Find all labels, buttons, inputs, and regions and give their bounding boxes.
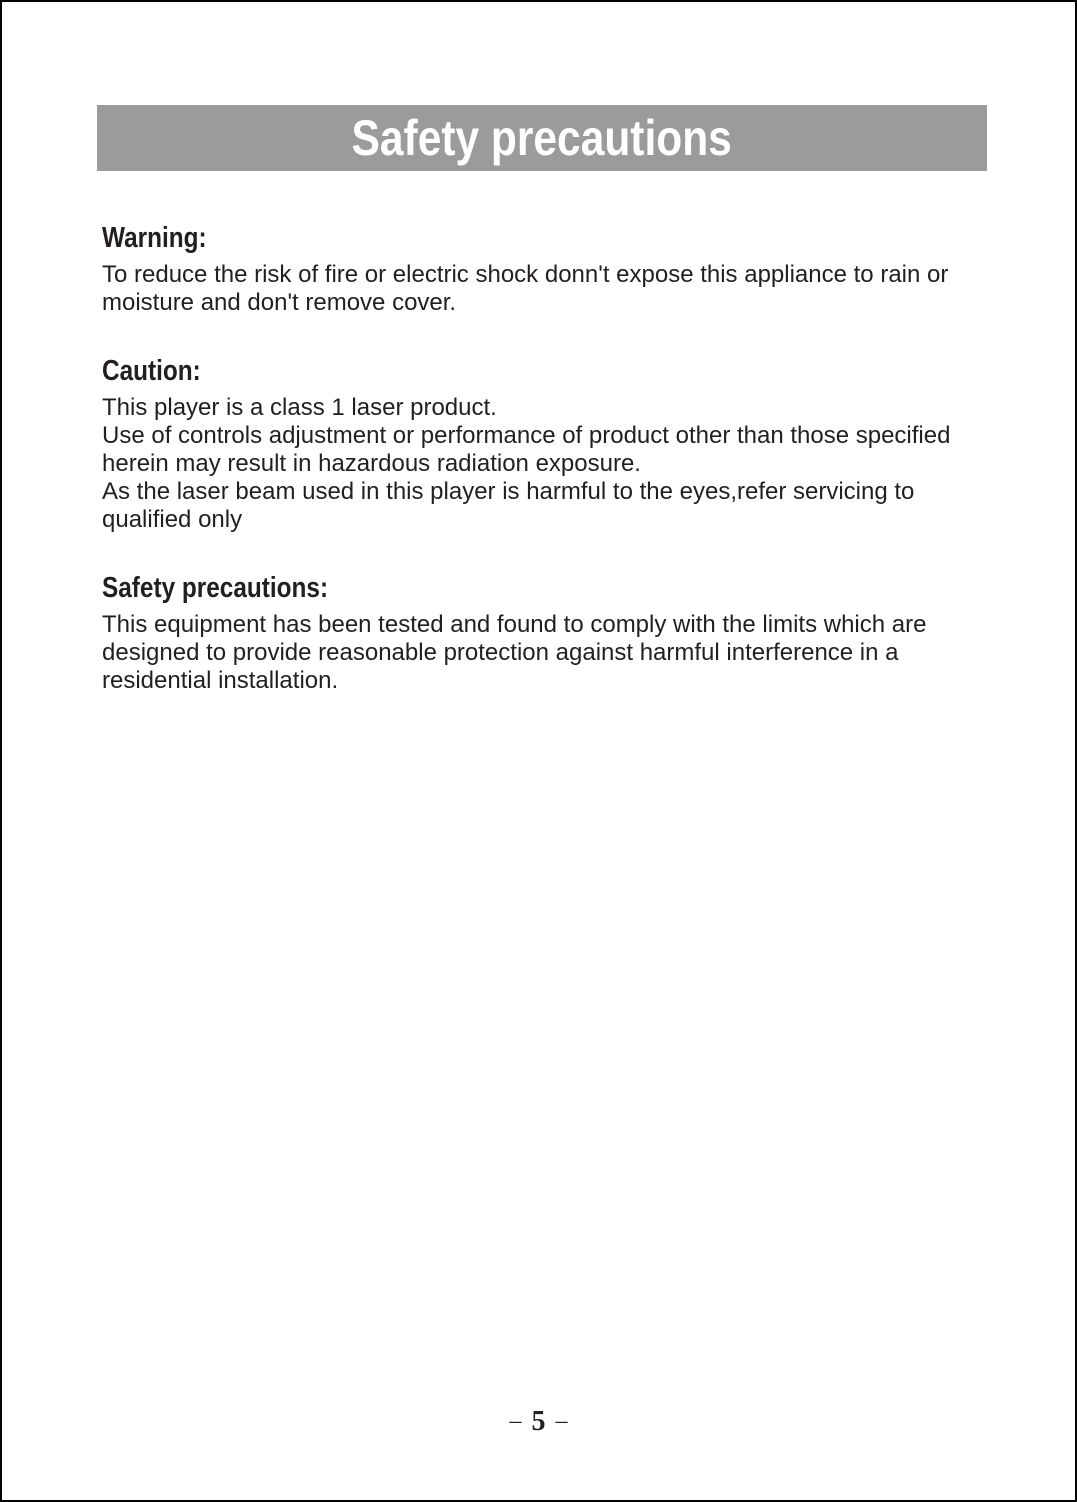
paragraph: This equipment has been tested and found to comply with the limits which are designed to provide reasonable protection against harmful interference in a residential installation.: [102, 611, 927, 694]
section-caution-heading: Caution:: [102, 355, 201, 387]
page-number: 5: [531, 1406, 546, 1437]
section-safety-precautions: [102, 572, 987, 695]
manual-page: [2, 2, 1075, 1500]
page-content: [102, 222, 987, 733]
section-caution-body: [102, 394, 987, 534]
section-warning-body: [102, 261, 987, 317]
section-warning-heading: Warning:: [102, 222, 207, 254]
paragraph: As the laser beam used in this player is harmful to the eyes,refer servicing to qualified only: [102, 478, 915, 533]
footer-dash-right: –: [555, 1407, 568, 1434]
paragraph: Use of controls adjustment or performance of product other than those specified herein may result in hazardous radiation exposure.: [102, 422, 951, 477]
section-caution: [102, 355, 987, 534]
page-footer: [2, 1406, 1075, 1438]
section-safety-precautions-body: [102, 611, 987, 695]
page-header-bar: [97, 105, 987, 171]
paragraph: To reduce the risk of fire or electric shock donn't expose this appliance to rain or moisture and don't remove cover.: [102, 261, 949, 316]
section-warning: [102, 222, 987, 317]
page-title: Safety precautions: [351, 110, 733, 166]
footer-dash-left: –: [509, 1407, 522, 1434]
paragraph: This player is a class 1 laser product.: [102, 394, 497, 421]
section-safety-precautions-heading: Safety precautions:: [102, 572, 329, 604]
